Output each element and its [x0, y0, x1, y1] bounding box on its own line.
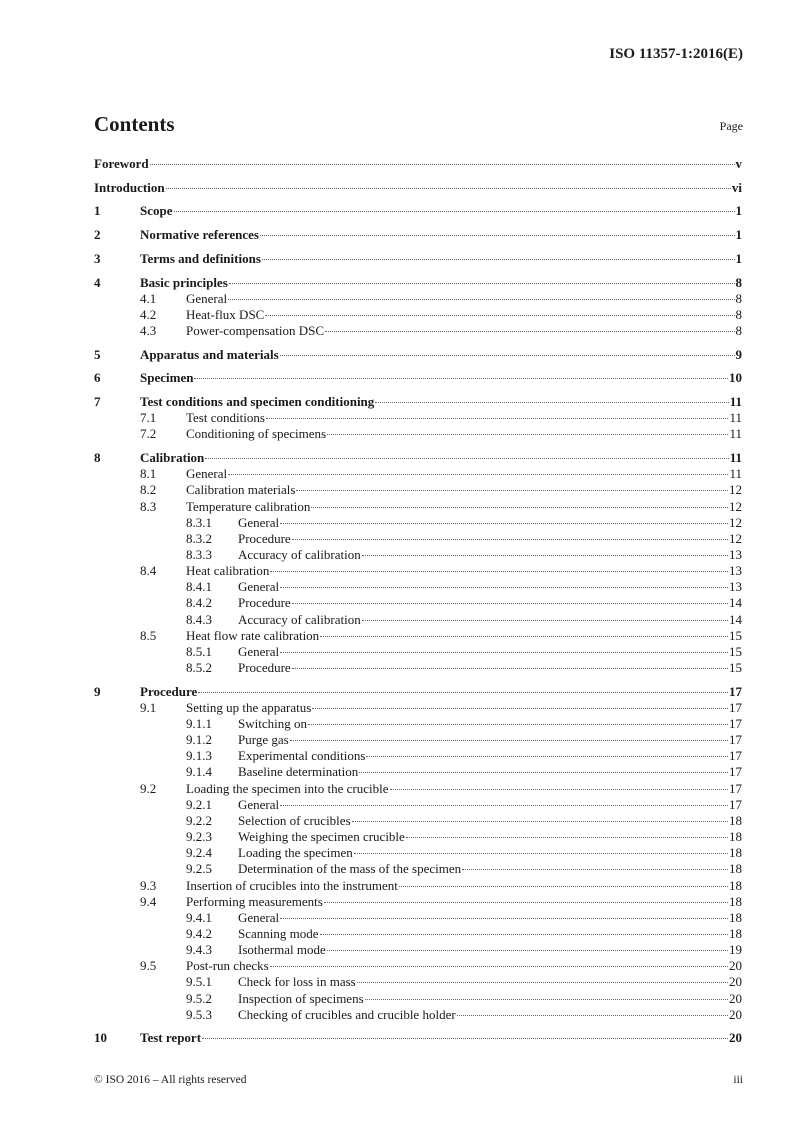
toc-entry-page: 17	[729, 683, 742, 699]
toc-entry-page: 10	[729, 370, 742, 386]
toc-entry-page: 19	[729, 942, 742, 958]
toc-entry-number: 9.1	[140, 699, 157, 715]
toc-entry-title: Calibration materials	[186, 482, 296, 498]
toc-entry-title: General	[238, 796, 280, 812]
toc-entry-title: Test conditions and specimen conditioning	[140, 394, 375, 410]
toc-entry[interactable]	[140, 563, 742, 579]
toc-entry-number: 7.2	[140, 426, 157, 442]
toc-entry[interactable]	[140, 466, 742, 482]
toc-entry[interactable]	[186, 845, 742, 861]
leader-dots	[296, 490, 728, 491]
leader-dots	[352, 821, 728, 822]
toc-entry[interactable]	[186, 748, 742, 764]
toc-entry[interactable]	[186, 732, 742, 748]
leader-dots	[320, 636, 728, 637]
leader-dots	[366, 756, 728, 757]
toc-entry-title: Isothermal mode	[238, 942, 326, 958]
toc-entry-title: Introduction	[94, 179, 165, 195]
toc-entry-page: 17	[729, 699, 742, 715]
toc-entry[interactable]	[94, 347, 742, 363]
toc-entry-page: 18	[729, 812, 742, 828]
toc-entry-page: 11	[729, 426, 742, 442]
leader-dots	[194, 378, 728, 379]
leader-dots	[280, 918, 728, 919]
toc-entry-title: General	[238, 643, 280, 659]
toc-entry-number: 9.2.3	[186, 829, 212, 845]
toc-entry-page: 18	[729, 877, 742, 893]
toc-entry-page: 15	[729, 660, 742, 675]
toc-entry-number: 5	[94, 346, 101, 362]
toc-entry[interactable]	[186, 612, 742, 628]
toc-entry-number: 9.5	[140, 958, 157, 974]
leader-dots	[198, 692, 728, 693]
toc-entry-page: 1	[735, 227, 742, 243]
toc-entry-title: Procedure	[238, 595, 291, 611]
toc-entry-page: 11	[729, 450, 742, 466]
toc-entry-title: Baseline determination	[238, 764, 359, 780]
toc-entry-title: Weighing the specimen crucible	[238, 829, 405, 845]
toc-entry-number: 8	[94, 450, 101, 466]
toc-entry-page: 17	[729, 716, 742, 731]
toc-entry-title: Heat flow rate calibration	[186, 627, 320, 643]
toc-entry-number: 9.1.2	[186, 732, 212, 748]
leader-dots	[324, 902, 728, 903]
toc-entry-page: 14	[729, 595, 742, 611]
toc-entry-title: Determination of the mass of the specimen	[238, 861, 462, 877]
toc-entry-number: 8.4.2	[186, 595, 212, 611]
toc-entry-number: 7	[94, 394, 101, 410]
leader-dots	[362, 620, 728, 621]
leader-dots	[292, 603, 728, 604]
toc-entry[interactable]	[140, 894, 742, 910]
toc-entry[interactable]	[186, 644, 742, 660]
leader-dots	[375, 402, 728, 403]
toc-entry[interactable]	[140, 628, 742, 644]
toc-entry-title: Specimen	[140, 370, 194, 386]
toc-entry-page: 13	[729, 546, 742, 562]
contents-title: Contents	[94, 112, 175, 136]
toc-entry-title: Performing measurements	[186, 893, 323, 909]
toc-entry-page: 18	[729, 861, 742, 877]
copyright-footer: © ISO 2016 – All rights reserved	[94, 1074, 247, 1086]
toc-entry-title: Normative references	[140, 227, 259, 243]
toc-entry-number: 9.5.2	[186, 990, 212, 1006]
toc-entry-title: Conditioning of specimens	[186, 426, 327, 442]
toc-entry[interactable]	[94, 275, 742, 291]
toc-entry-title: Setting up the apparatus	[186, 699, 312, 715]
toc-entry[interactable]	[186, 813, 742, 829]
toc-entry[interactable]	[186, 716, 742, 732]
toc-entry-number: 1	[94, 203, 101, 219]
toc-entry-number: 9.2.2	[186, 812, 212, 828]
leader-dots	[228, 474, 728, 475]
toc-entry[interactable]	[186, 764, 742, 780]
toc-entry-number: 3	[94, 250, 101, 266]
toc-entry-page: 12	[729, 514, 742, 530]
leader-dots	[362, 555, 728, 556]
toc-entry-title: Basic principles	[140, 274, 228, 290]
toc-entry[interactable]	[140, 499, 742, 515]
toc-entry-page: 8	[735, 322, 742, 338]
leader-dots	[265, 315, 734, 316]
toc-entry-page: 20	[729, 958, 742, 974]
toc-entry-page: 20	[729, 974, 742, 990]
leader-dots	[150, 164, 735, 165]
toc-entry-page: 1	[735, 250, 742, 266]
toc-entry-title: Scope	[140, 203, 173, 219]
toc-entry-number: 6	[94, 370, 101, 386]
toc-entry-title: Check for loss in mass	[238, 974, 356, 990]
leader-dots	[399, 886, 728, 887]
leader-dots	[327, 950, 728, 951]
toc-entry-page: 14	[729, 611, 742, 627]
toc-entry-page: vi	[731, 179, 742, 195]
toc-entry[interactable]	[186, 991, 742, 1007]
toc-entry[interactable]	[186, 660, 742, 676]
toc-entry-page: 20	[729, 990, 742, 1006]
toc-entry-number: 9.5.1	[186, 974, 212, 990]
toc-entry-title: Accuracy of calibration	[238, 546, 361, 562]
toc-entry-title: Procedure	[238, 660, 291, 675]
toc-entry[interactable]	[94, 684, 742, 700]
toc-entry-number: 8.5.1	[186, 643, 212, 659]
toc-entry-number: 8.5.2	[186, 660, 212, 675]
toc-entry-title: Loading the specimen	[238, 845, 353, 861]
leader-dots	[270, 966, 728, 967]
toc-entry[interactable]	[140, 291, 742, 307]
toc-entry[interactable]	[94, 180, 742, 196]
toc-entry-page: 15	[729, 643, 742, 659]
toc-entry-title: Terms and definitions	[140, 250, 261, 266]
toc-entry-page: 17	[729, 796, 742, 812]
toc-entry[interactable]	[94, 227, 742, 243]
leader-dots	[359, 772, 728, 773]
toc-entry-page: 8	[735, 306, 742, 322]
toc-entry-number: 8.3.3	[186, 546, 212, 562]
toc-entry-number: 9	[94, 683, 101, 699]
toc-entry-page: 18	[729, 925, 742, 941]
leader-dots	[390, 789, 728, 790]
toc-entry-number: 8.4.3	[186, 611, 212, 627]
toc-entry-number: 8.1	[140, 466, 157, 482]
toc-entry-page: 18	[729, 829, 742, 845]
toc-entry-number: 8.3.1	[186, 514, 212, 530]
leader-dots	[354, 853, 728, 854]
toc-entry-number: 7.1	[140, 410, 157, 426]
leader-dots	[365, 999, 728, 1000]
toc-entry-page: 18	[729, 909, 742, 925]
toc-entry-number: 4.2	[140, 306, 157, 322]
toc-entry-page: 20	[729, 1030, 742, 1046]
toc-entry[interactable]	[186, 595, 742, 611]
toc-entry-title: Post-run checks	[186, 958, 269, 974]
leader-dots	[312, 708, 728, 709]
toc-entry-page: 12	[729, 498, 742, 514]
toc-entry-page: 13	[729, 579, 742, 595]
toc-entry-page: 12	[729, 482, 742, 498]
leader-dots	[266, 418, 729, 419]
toc-entry[interactable]	[94, 370, 742, 386]
toc-entry-title: Scanning mode	[238, 925, 319, 941]
toc-entry[interactable]	[186, 829, 742, 845]
toc-entry[interactable]	[186, 547, 742, 563]
leader-dots	[229, 283, 735, 284]
toc-entry-number: 8.4	[140, 563, 157, 579]
toc-entry-title: Procedure	[140, 683, 198, 699]
leader-dots	[357, 982, 728, 983]
toc-entry-page: 8	[735, 290, 742, 306]
toc-entry[interactable]	[94, 251, 742, 267]
toc-entry-title: Switching on	[238, 716, 307, 731]
toc-entry-number: 9.1.3	[186, 748, 212, 764]
toc-entry-title: Insertion of crucibles into the instrument	[186, 877, 398, 893]
leader-dots	[280, 523, 728, 524]
leader-dots	[325, 331, 734, 332]
toc-entry-page: 17	[729, 780, 742, 796]
toc-entry[interactable]	[186, 515, 742, 531]
toc-entry-number: 9.4.3	[186, 942, 212, 958]
toc-entry-number: 9.2.4	[186, 845, 212, 861]
leader-dots	[280, 355, 735, 356]
leader-dots	[406, 837, 728, 838]
leader-dots	[262, 259, 735, 260]
toc-entry[interactable]	[186, 1007, 742, 1023]
toc-entry-title: Checking of crucibles and crucible holder	[238, 1006, 456, 1022]
toc-entry[interactable]	[94, 450, 742, 466]
toc-entry-number: 9.2.5	[186, 861, 212, 877]
toc-entry-number: 4.3	[140, 322, 157, 338]
leader-dots	[308, 724, 728, 725]
toc-entry-page: 17	[729, 732, 742, 748]
page-column-label: Page	[719, 119, 743, 133]
toc-entry-number: 9.2.1	[186, 796, 212, 812]
toc-entry-title: Accuracy of calibration	[238, 611, 361, 627]
toc-entry[interactable]	[94, 1030, 742, 1046]
toc-entry-title: General	[238, 909, 280, 925]
toc-entry[interactable]	[140, 781, 742, 797]
toc-entry-number: 9.5.3	[186, 1006, 212, 1022]
leader-dots	[280, 587, 728, 588]
toc-entry-number: 8.3.2	[186, 530, 212, 546]
toc-entry-title: General	[238, 579, 280, 595]
toc-entry-number: 8.2	[140, 482, 157, 498]
toc-entry-title: Selection of crucibles	[238, 812, 351, 828]
toc-entry-number: 8.4.1	[186, 579, 212, 595]
toc-entry[interactable]	[140, 323, 742, 339]
toc-entry-title: General	[238, 514, 280, 530]
leader-dots	[311, 507, 728, 508]
toc-entry-page: 11	[729, 394, 742, 410]
toc-entry-title: Test conditions	[186, 410, 265, 426]
toc-entry-title: Foreword	[94, 156, 149, 171]
toc-entry[interactable]	[186, 797, 742, 813]
toc-entry-page: 13	[729, 563, 742, 579]
toc-entry-title: Heat-flux DSC	[186, 306, 265, 322]
toc-entry-number: 9.3	[140, 877, 157, 893]
toc-entry-title: Purge gas	[238, 732, 289, 748]
toc-entry-page: 15	[729, 627, 742, 643]
toc-entry-title: Inspection of specimens	[238, 990, 364, 1006]
leader-dots	[462, 869, 728, 870]
toc-entry-title: Procedure	[238, 530, 291, 546]
toc-entry-page: v	[735, 156, 742, 171]
toc-entry-number: 9.4.1	[186, 909, 212, 925]
toc-entry[interactable]	[186, 910, 742, 926]
toc-entry-title: Calibration	[140, 450, 205, 466]
toc-entry[interactable]	[140, 482, 742, 498]
toc-entry-number: 10	[94, 1030, 107, 1046]
leader-dots	[290, 740, 728, 741]
toc-entry-title: Heat calibration	[186, 563, 270, 579]
toc-entry-page: 17	[729, 764, 742, 780]
toc-entry-number: 2	[94, 227, 101, 243]
leader-dots	[457, 1015, 728, 1016]
leader-dots	[270, 571, 728, 572]
toc-entry-title: Test report	[140, 1030, 202, 1046]
leader-dots	[320, 934, 728, 935]
leader-dots	[202, 1038, 728, 1039]
toc-entry-number: 4	[94, 274, 101, 290]
toc-entry-number: 9.2	[140, 780, 157, 796]
toc-entry-page: 18	[729, 893, 742, 909]
toc-entry-number: 9.1.1	[186, 716, 212, 731]
toc-entry[interactable]	[94, 156, 742, 172]
toc-entry[interactable]	[94, 394, 742, 410]
leader-dots	[174, 211, 735, 212]
toc-entry-title: General	[186, 290, 228, 306]
leader-dots	[280, 805, 728, 806]
toc-entry[interactable]	[186, 861, 742, 877]
leader-dots	[228, 299, 734, 300]
toc-entry[interactable]	[140, 700, 742, 716]
toc-entry[interactable]	[186, 942, 742, 958]
toc-entry-page: 8	[735, 274, 742, 290]
toc-entry-page: 12	[729, 530, 742, 546]
toc-entry-title: Temperature calibration	[186, 498, 311, 514]
toc-entry[interactable]	[94, 203, 742, 219]
toc-entry[interactable]	[140, 410, 742, 426]
toc-entry-number: 8.3	[140, 498, 157, 514]
toc-entry-page: 11	[729, 410, 742, 426]
document-id: ISO 11357-1:2016(E)	[609, 46, 743, 62]
leader-dots	[260, 235, 735, 236]
toc-entry[interactable]	[186, 579, 742, 595]
toc-entry-number: 9.4.2	[186, 925, 212, 941]
toc-entry-number: 4.1	[140, 290, 157, 306]
toc-entry[interactable]	[186, 926, 742, 942]
toc-entry-page: 11	[729, 466, 742, 482]
leader-dots	[292, 668, 728, 669]
toc-entry-page: 9	[735, 346, 742, 362]
leader-dots	[280, 652, 728, 653]
leader-dots	[166, 188, 731, 189]
toc-entry-page: 18	[729, 845, 742, 861]
toc-entry-page: 1	[735, 203, 742, 219]
toc-entry[interactable]	[140, 958, 742, 974]
toc-entry[interactable]	[140, 878, 742, 894]
toc-entry-title: Loading the specimen into the crucible	[186, 780, 389, 796]
toc-entry-number: 8.5	[140, 627, 157, 643]
toc-entry-title: Experimental conditions	[238, 748, 366, 764]
leader-dots	[205, 458, 728, 459]
leader-dots	[327, 434, 728, 435]
toc-entry-title: Apparatus and materials	[140, 346, 279, 362]
toc-entry-title: General	[186, 466, 228, 482]
toc-entry-title: Power-compensation DSC	[186, 322, 325, 338]
toc-entry-page: 20	[729, 1006, 742, 1022]
toc-entry[interactable]	[186, 531, 742, 547]
toc-entry[interactable]	[140, 307, 742, 323]
leader-dots	[292, 539, 728, 540]
page-number: iii	[733, 1074, 743, 1086]
toc-entry-number: 9.4	[140, 893, 157, 909]
toc-entry-number: 9.1.4	[186, 764, 212, 780]
toc-entry[interactable]	[186, 974, 742, 990]
toc-entry[interactable]	[140, 426, 742, 442]
toc-entry-page: 17	[729, 748, 742, 764]
